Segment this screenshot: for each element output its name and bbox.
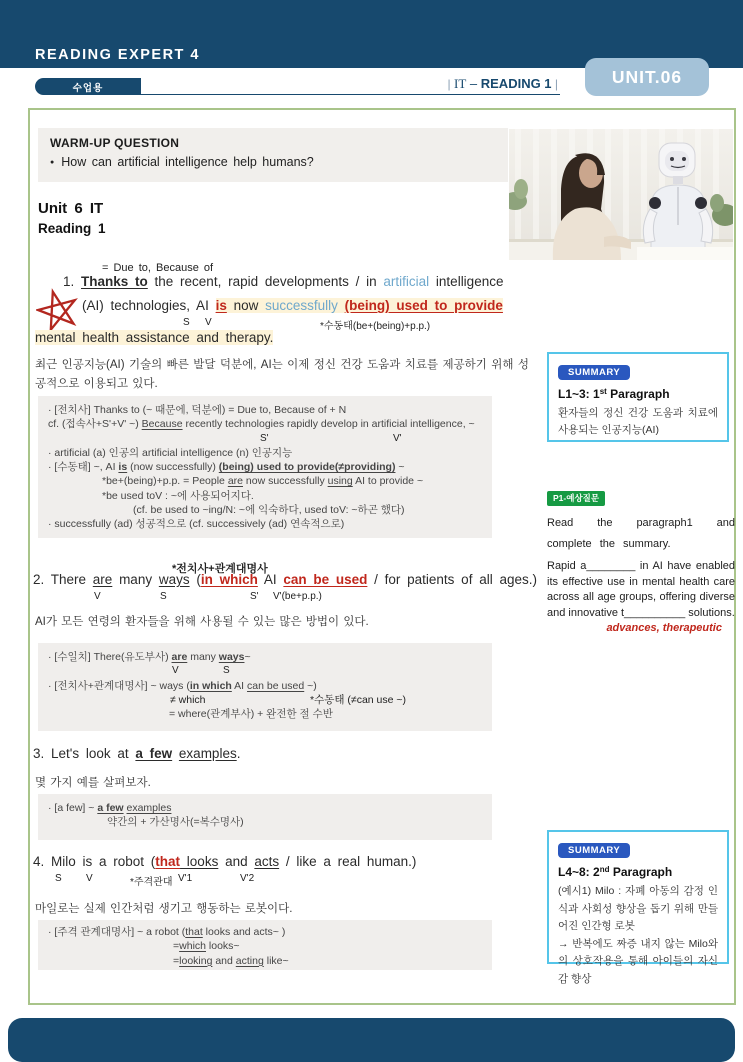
header-rule xyxy=(141,94,560,95)
sentence-1-number: 1. xyxy=(63,274,82,289)
note-text: (now successfully) xyxy=(127,461,219,474)
ordinal-superscript: nd xyxy=(599,865,610,874)
expected-question-instruction: Read the paragraph1 and complete the summary. xyxy=(547,517,735,550)
passive-verb-phrase: can be used xyxy=(283,572,368,587)
synonym-note: = Due to, Because of xyxy=(102,262,214,274)
note-text: looks and acts~ ) xyxy=(202,926,286,938)
note-text: · [전치사] Thanks to (~ 때문에, 덕분에) = Due to, Because of + N xyxy=(48,404,347,416)
verb-looks: looks xyxy=(180,854,219,869)
note-line xyxy=(48,650,482,664)
note-text: *be+(being)+p.p. = People xyxy=(102,475,228,488)
sentence-1-text-end: intelligence xyxy=(429,274,504,289)
note-line xyxy=(48,939,482,953)
sentence-3-text: 3. Let's look at xyxy=(33,746,136,761)
sentence-4-translation: 마일로는 실제 인간처럼 생기고 행동하는 로봇이다. xyxy=(35,903,293,915)
note-text: many xyxy=(187,651,219,663)
breadcrumb-dash: – xyxy=(466,76,481,91)
breadcrumb-pipe: | xyxy=(551,77,558,91)
note-underlined: a few xyxy=(97,802,124,814)
note-text: and xyxy=(212,954,236,967)
breadcrumb xyxy=(240,76,558,92)
note-line xyxy=(48,403,482,417)
note-underlined: looking xyxy=(179,954,213,967)
note-underlined: ways xyxy=(218,651,245,663)
summary-2-body-2: → 반복에도 짜증 내지 않는 Milo와의 상호작용을 통해 아이들의 자신감 향상 xyxy=(558,937,718,985)
verb-acts: acts xyxy=(254,854,280,869)
warmup-title: WARM-UP QUESTION xyxy=(50,136,180,150)
sentence-1-text: the recent, rapid developments / in xyxy=(147,274,384,289)
sentence-2-text: / for patients of all ages.) xyxy=(367,572,537,587)
note-text: (cf. be used to ~ing/N: ~에 익숙하다, used toV: ~하곤 했다) xyxy=(133,504,405,517)
note-underlined: which xyxy=(179,940,206,953)
warmup-question xyxy=(50,155,496,169)
summary-2-body-1: (예시1) Milo : 자폐 아동의 감정 인식과 사회성 향상을 돕기 위해 만들어진 인간형 로봇 xyxy=(558,885,718,932)
sentence-3-translation: 몇 가지 예를 살펴보자. xyxy=(35,777,151,789)
sentence-1-line-1 xyxy=(63,274,503,289)
sentence-1-markers xyxy=(30,317,734,330)
note-line xyxy=(48,679,482,693)
summary-box-2 xyxy=(547,830,729,985)
verb-prime-marker: V'(be+p.p.) xyxy=(273,591,322,602)
grammar-note-box-3 xyxy=(38,794,492,840)
thanks-to-phrase: Thanks to xyxy=(81,274,148,289)
sentence-4-text: / like a real human.) xyxy=(279,854,417,869)
bullet-icon: ● xyxy=(50,159,55,166)
space xyxy=(172,746,179,761)
verb-marker: V xyxy=(205,317,212,328)
summary-2-title-text: L4~8: 2 xyxy=(558,865,600,879)
note-underlined: that xyxy=(185,926,203,938)
sentence-2-text: AI xyxy=(257,572,284,587)
photo-illustration xyxy=(509,129,733,260)
note-line xyxy=(48,693,482,707)
note-text: recently technologies rapidly develop in artificial intelligence, ~ xyxy=(182,418,475,431)
verb1-marker: V'1 xyxy=(178,873,193,884)
grammar-note-box-4 xyxy=(38,920,492,970)
verb2-marker: V'2 xyxy=(240,873,255,884)
summary-1-title-rest: Paragraph xyxy=(606,387,670,401)
space xyxy=(338,298,345,313)
verb-marker: V xyxy=(172,665,179,677)
sentence-1-text: now xyxy=(226,298,266,313)
note-underlined: examples xyxy=(126,802,172,814)
note-text: · [a few] ~ xyxy=(48,802,98,814)
subject-marker: S xyxy=(223,665,230,677)
noun-ways: ways xyxy=(158,572,190,587)
warmup-question-text: How can artificial intelligence help humans? xyxy=(61,155,314,169)
note-text: · [수동태] ~, AI xyxy=(48,461,119,474)
note-line xyxy=(48,489,482,503)
note-line xyxy=(48,517,482,531)
note-line xyxy=(48,707,482,721)
note-text: *수동태 (≠can use ~) xyxy=(310,693,407,706)
verb-is: is xyxy=(215,298,227,313)
summary-badge: SUMMARY xyxy=(558,843,630,858)
expected-question-badge: P1-예상질문 xyxy=(547,491,605,506)
note-text: · [전치사+관계대명사] ~ ways ( xyxy=(48,679,190,692)
highlighted-passive-phrase xyxy=(216,298,503,313)
breadcrumb-topic: IT xyxy=(454,76,467,91)
note-underlined: Because xyxy=(141,418,183,431)
note-text: cf. (접속사+S'+V' ~) xyxy=(48,418,142,431)
sentence-2-translation: AI가 모든 연령의 환자들을 위해 사용될 수 있는 많은 방법이 있다. xyxy=(35,616,369,628)
desk-front xyxy=(637,247,733,260)
reading-subtitle: Reading 1 xyxy=(38,221,106,236)
unit-badge: UNIT.06 xyxy=(585,58,709,96)
rel-pronoun-that: that xyxy=(155,854,181,869)
noun-examples: examples xyxy=(178,746,237,761)
series-title: READING EXPERT 4 xyxy=(35,47,200,63)
note-underlined: is xyxy=(118,461,128,474)
summary-1-title-text: L1~3: 1 xyxy=(558,387,600,401)
sentence-4 xyxy=(33,854,416,869)
vocab-successfully: successfully xyxy=(265,298,338,313)
summary-box-1 xyxy=(547,352,729,442)
note-text: now successfully xyxy=(243,475,328,488)
subject-marker: S xyxy=(183,317,190,328)
sentence-2-text: ( xyxy=(189,572,201,587)
grammar-note-box-1 xyxy=(38,396,492,538)
highlighted-object-phrase: mental health assistance and therapy. xyxy=(35,330,274,345)
sentence-1-text: (AI) technologies, AI xyxy=(82,298,216,313)
subject-marker: S xyxy=(160,591,167,602)
breadcrumb-reading: READING 1 xyxy=(480,76,552,91)
sentence-1-translation: 최근 인공지능(AI) 기술의 빠른 발달 덕분에, AI는 이제 정신 건강 도움과 치료를 제공하기 위해 성공적으로 이용되고 있다. xyxy=(35,359,529,390)
summary-1-title xyxy=(558,387,718,401)
note-text: AI xyxy=(231,679,248,692)
note-text: ~) xyxy=(304,679,317,692)
expected-question-cloze: Rapid a________ in AI have enabled its effective use in mental health care across all age groups, offering diverse and innovative t__________ solutions. xyxy=(547,560,735,619)
note-underlined: acting xyxy=(235,954,264,967)
note-text: = xyxy=(173,954,180,967)
sentence-2-text: 2. There xyxy=(33,572,93,587)
note-underlined: can be used xyxy=(247,679,305,692)
expected-question-box xyxy=(547,488,735,621)
note-line xyxy=(48,925,482,939)
vocab-artificial: artificial xyxy=(383,274,430,289)
verb-prime-marker: V' xyxy=(393,432,402,444)
sentence-4-text: and xyxy=(218,854,255,869)
verb-marker: V xyxy=(86,873,93,884)
summary-badge: SUMMARY xyxy=(558,365,630,380)
note-text: *be used toV : ~에 사용되어지다. xyxy=(102,489,254,502)
note-underlined: using xyxy=(327,475,353,488)
note-text: ~ xyxy=(395,461,405,474)
verb-marker: V xyxy=(94,591,101,602)
content-frame xyxy=(28,108,736,1005)
note-text: = xyxy=(173,940,180,953)
sentence-2-text: many xyxy=(112,572,159,587)
period: . xyxy=(236,746,241,761)
sentence-4-text: 4. Milo is a robot ( xyxy=(33,854,156,869)
unit-title: Unit 6 IT xyxy=(38,200,104,217)
sentence-1-line-2 xyxy=(82,298,503,313)
note-line xyxy=(48,460,482,474)
subject-marker: S xyxy=(55,873,62,884)
note-underlined: are xyxy=(171,651,188,663)
note-line xyxy=(48,815,482,829)
note-text: like~ xyxy=(263,954,289,967)
summary-1-body: 환자들의 정신 건강 도움과 치료에 사용되는 인공지능(AI) xyxy=(558,407,718,436)
rel-pronoun-phrase: in which xyxy=(200,572,258,587)
note-line xyxy=(48,954,482,968)
note-text: ≠ which xyxy=(170,693,206,706)
subject-prime-marker: S' xyxy=(260,432,269,444)
note-underlined: are xyxy=(227,475,243,488)
passive-phrase: (being) used to provide xyxy=(344,298,503,313)
note-text: · successfully (ad) 성공적으로 (cf. successively (ad) 연속적으로) xyxy=(48,518,345,531)
summary-2-title xyxy=(558,865,718,879)
note-markers xyxy=(48,664,482,678)
note-underlined: in which xyxy=(189,679,232,692)
note-line xyxy=(48,474,482,488)
warmup-panel xyxy=(38,128,508,182)
verb-are: are xyxy=(92,572,113,587)
subject-prime-marker: S' xyxy=(250,591,259,602)
breadcrumb-pipe: | xyxy=(447,77,454,91)
note-line xyxy=(48,503,482,517)
answer-text: advances, therapeutic xyxy=(606,622,722,634)
sentence-2 xyxy=(33,572,537,587)
woman-robot-photo xyxy=(509,129,733,260)
sentence-1-line-3 xyxy=(35,330,273,345)
note-text: looks~ xyxy=(206,940,240,953)
note-line xyxy=(48,446,482,460)
note-underlined: (being) used to provide(≠providing) xyxy=(218,461,396,474)
note-text: · [주격 관계대명사] ~ a robot ( xyxy=(48,926,186,938)
a-few-phrase: a few xyxy=(135,746,173,761)
note-text: · artificial (a) 인공의 artificial intelligence (n) 인공지능 xyxy=(48,446,293,459)
note-text: = where(관계부사) + 완전한 절 수반 xyxy=(169,708,333,721)
grammar-label: *전치사+관계대명사 xyxy=(172,563,268,575)
bottom-footer-band xyxy=(8,1018,735,1062)
summary-2-title-rest: Paragraph xyxy=(609,865,673,879)
ordinal-superscript: st xyxy=(599,387,607,396)
note-text: 약간의 + 가산명사(=복수명사) xyxy=(107,816,244,829)
note-text: AI to provide ~ xyxy=(352,475,424,488)
note-line xyxy=(48,417,482,431)
note-text: ~ xyxy=(244,651,251,663)
note-line xyxy=(48,801,482,815)
passive-note: *수동태(be+(being)+p.p.) xyxy=(320,321,431,332)
grammar-note-box-2 xyxy=(38,643,492,731)
sentence-3 xyxy=(33,746,240,761)
note-markers xyxy=(48,432,482,446)
lesson-type-pill: 수업용 xyxy=(35,78,141,95)
note-text: · [수일치] There(유도부사) xyxy=(48,651,172,663)
rel-pronoun-marker: *주격관대 xyxy=(130,877,173,888)
